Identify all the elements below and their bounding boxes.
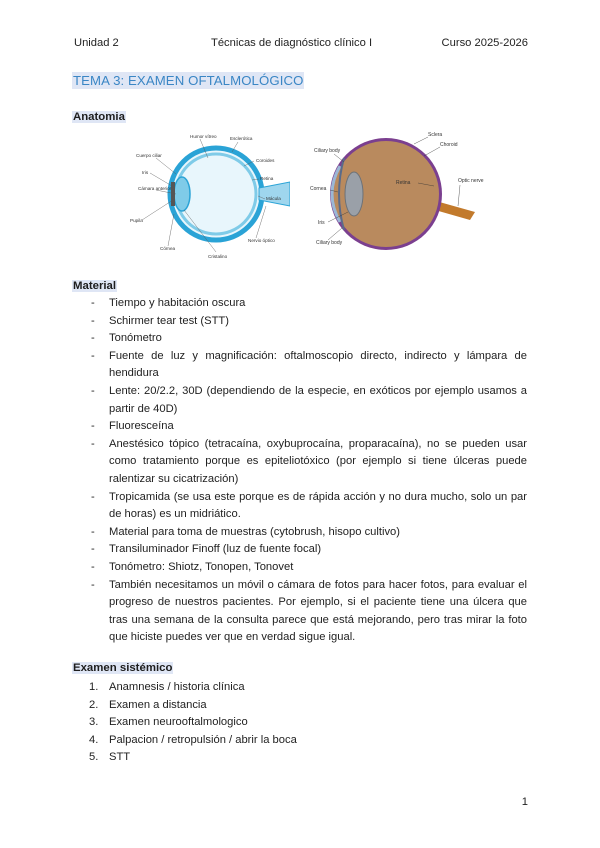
list-item: - Tiempo y habitación oscura [91, 297, 246, 309]
fig2-label-cornea: Cornea [310, 186, 327, 192]
list-item: - Fuente de luz y magnificación: oftalmoscopio directo, indirecto y lámpara de hendidura [91, 349, 527, 380]
section-heading-material: Material [73, 280, 117, 292]
eye-diagram-english [310, 128, 495, 258]
fig1-label-cristalino: Cristalino [208, 254, 228, 259]
list-item: 5. STT [89, 751, 131, 764]
fig1-label-esclerotica: Esclerótica [230, 136, 253, 141]
list-item: 4. Palpacion / retropulsión / abrir la boca [89, 733, 297, 746]
list-item: - Transiluminador Finoff (luz de fuente focal) [91, 543, 322, 556]
list-item: - Tonómetro [91, 332, 162, 345]
fig1-label-nervio-optico: Nervio óptico [248, 238, 275, 243]
list-item: - Lente: 20/2.2, 30D (dependiendo de la especie, en exóticos por ejemplo usamos a partir de 40D) [91, 384, 527, 415]
list-item: - Tonómetro: Shiotz, Tonopen, Tonovet [91, 560, 294, 573]
page-number: 1 [521, 796, 528, 808]
fig1-label-retina: Retina [260, 176, 274, 181]
list-item: - Fluoresceína [91, 420, 174, 433]
fig1-label-humor-vitreo: Humor vítreo [190, 134, 217, 139]
eye-diagram-spanish [120, 130, 290, 260]
fig2-label-choroid: Choroid [440, 142, 458, 148]
fig1-label-cuerpo-ciliar: Cuerpo ciliar [136, 153, 162, 158]
anatomy-figures [120, 128, 500, 264]
list-item: - Material para toma de muestras (cytobrush, hisopo cultivo) [91, 525, 401, 538]
fig1-label-camara-anterior: Cámara anterior [138, 186, 172, 191]
fig2-label-retina: Retina [396, 180, 411, 186]
list-item: 1. Anamnesis / historia clínica [89, 681, 245, 693]
fig1-label-pupila: Pupila [130, 218, 143, 223]
list-item: - Schirmer tear test (STT) [91, 314, 229, 327]
list-item: 2. Examen a distancia [89, 698, 207, 711]
fig2-label-optic-nerve: Optic nerve [458, 178, 484, 184]
fig1-label-macula: Mácula [266, 196, 281, 201]
page-title: TEMA 3: EXAMEN OFTALMOLÓGICO [73, 73, 304, 88]
header-year: Curso 2025-2026 [441, 37, 528, 49]
fig2-label-iris: Iris [318, 220, 325, 226]
fig1-label-cornea: Córnea [160, 246, 176, 251]
section-heading-anatomia: Anatomia [73, 111, 125, 123]
fig1-label-coroides: Coroides [256, 158, 275, 163]
fig2-label-ciliary-body-bottom: Ciliary body [316, 240, 343, 246]
section-heading-examen: Examen sistémico [73, 662, 173, 674]
list-item: - Anestésico tópico (tetracaína, oxybuprocaína, proparacaína), no se pueden usar como tratamiento porque es epiteliotóxico (por ejemplo si tiene úlceras puede ralentizar su cicatrización) [91, 437, 527, 485]
header-course-name: Técnicas de diagnóstico clínico I [211, 37, 373, 49]
list-item: 3. Examen neurooftalmologico [89, 716, 248, 729]
list-item: - Tropicamida (se usa este porque es de rápida acción y no dura mucho, solo un par de horas) es un midriático. [91, 490, 527, 521]
page-header [74, 37, 528, 53]
fig1-label-iris: Iris [142, 170, 149, 175]
material-list [72, 295, 527, 647]
fig2-label-sclera: Sclera [428, 132, 443, 138]
examen-list [72, 679, 527, 767]
header-unit: Unidad 2 [74, 37, 119, 49]
fig2-label-ciliary-body-top: Ciliary body [314, 148, 341, 154]
list-item: - También necesitamos un móvil o cámara de fotos para hacer fotos, para evaluar el progreso de nuestros pacientes. Por ejemplo, si el paciente tiene una úlcera que tras una semana de la consulta parece que está mejorando, pero tras mirar la foto que hiciste puedes ver que en verdad sigue igual. [91, 578, 527, 644]
